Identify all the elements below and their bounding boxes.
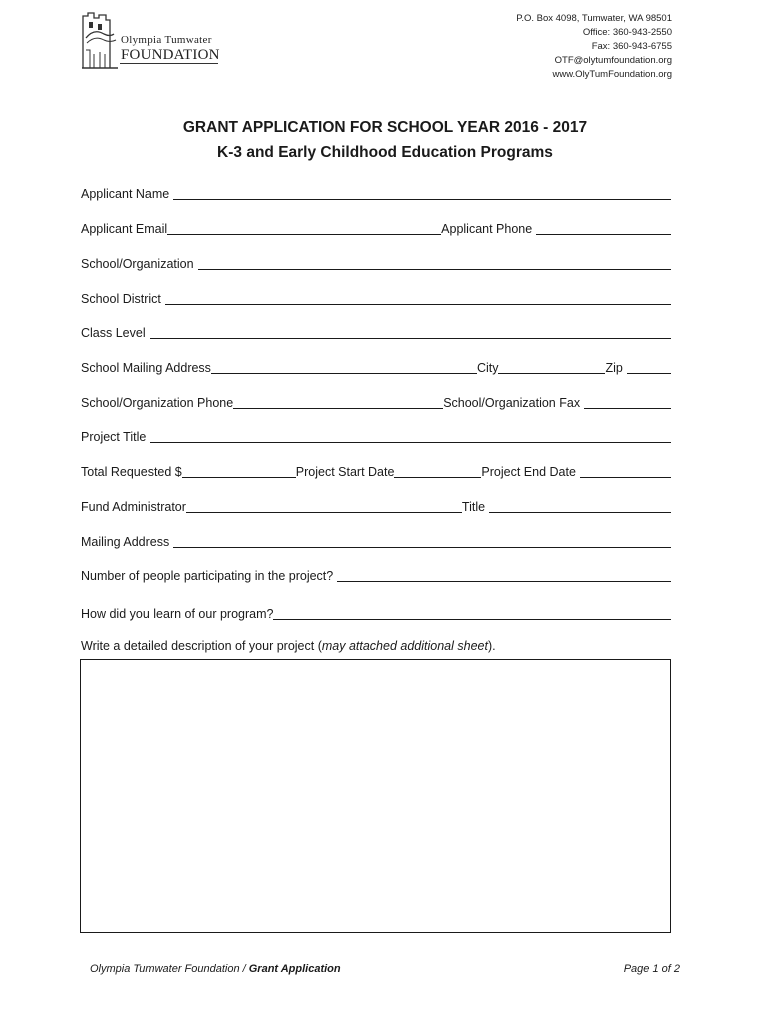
applicant-email-label: Applicant Email: [81, 222, 168, 236]
school-organization-label: School/Organization: [81, 257, 194, 271]
footer-org-name: Olympia Tumwater Foundation /: [90, 963, 249, 975]
contact-website[interactable]: www.OlyTumFoundation.org: [552, 69, 672, 80]
num-people-field[interactable]: [337, 569, 671, 582]
school-organization-field[interactable]: [198, 257, 671, 270]
foundation-logo: [80, 10, 220, 72]
school-org-fax-label: School/Organization Fax: [443, 396, 581, 410]
contact-block: [516, 12, 672, 82]
project-title-row: [81, 427, 671, 445]
school-mailing-address-field[interactable]: [211, 361, 477, 374]
school-organization-row: [81, 254, 671, 272]
project-start-date-label: Project Start Date: [295, 465, 395, 479]
project-start-date-field[interactable]: [394, 465, 481, 478]
project-end-date-label: Project End Date: [481, 465, 576, 479]
form-title-line1: GRANT APPLICATION FOR SCHOOL YEAR 2016 - 2017: [182, 119, 588, 136]
school-org-fax-field[interactable]: [584, 396, 671, 409]
contact-address: P.O. Box 4098, Tumwater, WA 98501: [516, 13, 672, 24]
city-field[interactable]: [498, 361, 605, 374]
project-description-box[interactable]: [80, 659, 671, 933]
project-end-date-field[interactable]: [580, 465, 671, 478]
how-learn-row: [81, 604, 671, 622]
zip-label: Zip: [605, 361, 623, 375]
fund-administrator-field[interactable]: [186, 500, 462, 513]
class-level-label: Class Level: [81, 326, 146, 340]
applicant-name-label: Applicant Name: [81, 187, 170, 201]
contact-office-phone: Office: 360-943-2550: [582, 27, 672, 38]
fund-administrator-row: [81, 497, 671, 515]
description-label-note: may attached additional sheet: [321, 639, 488, 653]
description-label-text: Write a detailed description of your project (: [81, 639, 322, 653]
applicant-phone-field[interactable]: [536, 222, 671, 235]
logo-text-line1: Olympia Tumwater: [121, 34, 212, 46]
brewery-tower-logo-icon: [80, 10, 120, 70]
description-label-end: ).: [487, 639, 496, 653]
class-level-row: [81, 323, 671, 341]
how-learn-label: How did you learn of our program?: [81, 607, 274, 621]
applicant-name-row: [81, 184, 671, 202]
city-label: City: [476, 361, 499, 375]
project-title-field[interactable]: [150, 430, 671, 443]
description-label: [81, 639, 496, 653]
mailing-address-label: Mailing Address: [81, 535, 170, 549]
total-requested-label: Total Requested $: [81, 465, 182, 479]
applicant-phone-label: Applicant Phone: [441, 222, 533, 236]
zip-field[interactable]: [627, 361, 671, 374]
school-org-phone-row: [81, 393, 671, 411]
applicant-email-row: [81, 219, 671, 237]
form-title: [0, 117, 770, 164]
logo-text-line2: FOUNDATION: [121, 47, 220, 63]
footer-org: [90, 963, 341, 975]
num-people-label: Number of people participating in the project?: [81, 569, 334, 583]
school-mailing-address-label: School Mailing Address: [81, 361, 211, 375]
school-mailing-address-row: [81, 358, 671, 376]
mailing-address-row: [81, 532, 671, 550]
title-field[interactable]: [489, 500, 671, 513]
school-org-phone-label: School/Organization Phone: [81, 396, 234, 410]
school-district-label: School District: [81, 292, 161, 306]
school-district-field[interactable]: [165, 292, 671, 305]
applicant-name-field[interactable]: [173, 187, 671, 200]
how-learn-field[interactable]: [273, 607, 671, 620]
total-requested-row: [81, 462, 671, 480]
total-requested-field[interactable]: [182, 465, 296, 478]
num-people-row: [81, 566, 671, 584]
applicant-email-field[interactable]: [167, 222, 441, 235]
contact-email[interactable]: OTF@olytumfoundation.org: [554, 55, 672, 66]
contact-fax: Fax: 360-943-6755: [591, 41, 672, 52]
class-level-field[interactable]: [150, 326, 671, 339]
school-district-row: [81, 289, 671, 307]
school-org-phone-field[interactable]: [233, 396, 443, 409]
footer-doc-name: Grant Application: [248, 963, 341, 975]
page-number: Page 1 of 2: [623, 963, 680, 975]
project-title-label: Project Title: [81, 430, 147, 444]
title-label: Title: [461, 500, 486, 514]
form-title-line2: K-3 and Early Childhood Education Programs: [217, 144, 553, 161]
mailing-address-field[interactable]: [173, 535, 671, 548]
fund-administrator-label: Fund Administrator: [81, 500, 186, 514]
